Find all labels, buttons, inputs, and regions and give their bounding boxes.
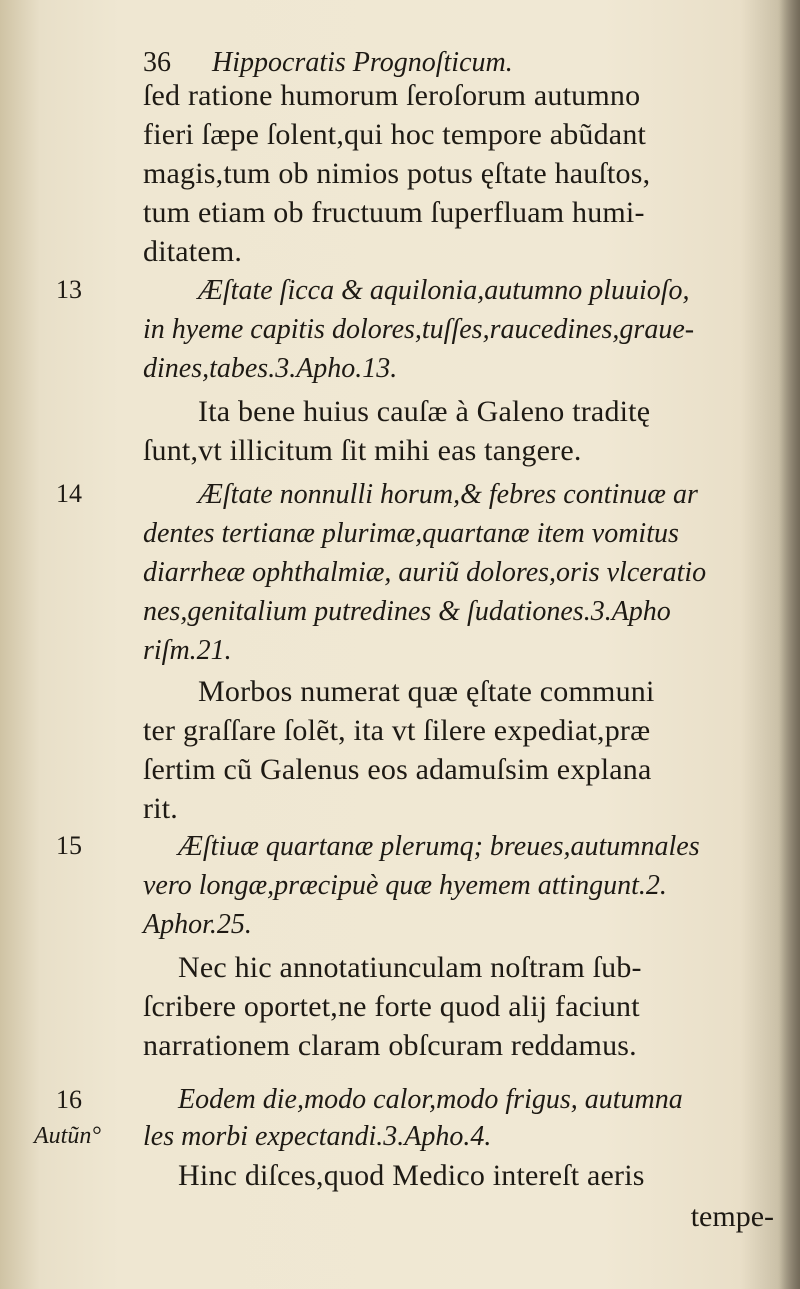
margin-note: Autũn° xyxy=(34,1123,101,1149)
running-title: Hippocratis Prognoſticum. xyxy=(212,47,513,78)
text-line: Nec hic annotatiunculam noſtram ſub- xyxy=(178,951,642,984)
text-line: fieri ſæpe ſolent,qui hoc tempore abũdant xyxy=(143,118,647,151)
aphorism-line: diarrheæ ophthalmiæ, auriũ dolores,oris vlceratio xyxy=(143,557,707,588)
text-line: rit. xyxy=(143,792,178,825)
text-line: ſcribere oportet,ne forte quod alij faciunt xyxy=(143,990,640,1023)
running-head xyxy=(143,46,513,80)
aphorism-line: vero longæ,præcipuè quæ hyemem attingunt.2. xyxy=(143,870,667,901)
catchword: tempe- xyxy=(690,1200,774,1233)
aphorism-line: dentes tertianæ plurimæ,quartanæ item vomitus xyxy=(143,518,679,549)
aphorism-number: 16 xyxy=(56,1085,82,1114)
text-line: tum etiam ob fructuum ſuperfluam humi- xyxy=(143,196,645,229)
aphorism-number: 14 xyxy=(56,479,82,508)
text-line: ditatem. xyxy=(143,235,243,268)
aphorism-number: 15 xyxy=(56,831,82,860)
aphorism-line: dines,tabes.3.Apho.13. xyxy=(143,353,398,384)
aphorism-line: in hyeme capitis dolores,tuſſes,raucedines,graue- xyxy=(143,314,695,345)
page-edge-shadow xyxy=(778,0,800,1289)
text-line: ſunt,vt illicitum ſit mihi eas tangere. xyxy=(143,434,582,467)
text-line: narrationem claram obſcuram reddamus. xyxy=(143,1029,637,1062)
aphorism-line: Æſtate nonnulli horum,& febres continuæ ar xyxy=(198,479,698,510)
text-line: Morbos numerat quæ ęſtate communi xyxy=(198,675,655,708)
aphorism-line: Æſtiuæ quartanæ plerumq; breues,autumnales xyxy=(178,831,700,862)
text-line: ter graſſare ſolẽt, ita vt ſilere expediat,præ xyxy=(143,714,651,747)
aphorism-line: Eodem die,modo calor,modo frigus, autumna xyxy=(178,1084,683,1115)
text-line: magis,tum ob nimios potus ęſtate hauſtos, xyxy=(143,157,651,190)
aphorism-line: Æſtate ſicca & aquilonia,autumno pluuioſo, xyxy=(198,275,690,306)
aphorism-number: 13 xyxy=(56,275,82,304)
page-number: 36 xyxy=(143,47,171,78)
aphorism-line: nes,genitalium putredines & ſudationes.3.Apho xyxy=(143,596,671,627)
aphorism-line: Aphor.25. xyxy=(143,909,252,940)
text-line: ſed ratione humorum ſeroſorum autumno xyxy=(143,79,641,112)
text-line: ſertim cũ Galenus eos adamuſsim explana xyxy=(143,753,652,786)
text-line: Hinc diſces,quod Medico intereſt aeris xyxy=(178,1159,645,1192)
text-line: Ita bene huius cauſæ à Galeno traditę xyxy=(198,395,651,428)
aphorism-line: riſm.21. xyxy=(143,635,232,666)
aphorism-line: les morbi expectandi.3.Apho.4. xyxy=(143,1121,492,1152)
